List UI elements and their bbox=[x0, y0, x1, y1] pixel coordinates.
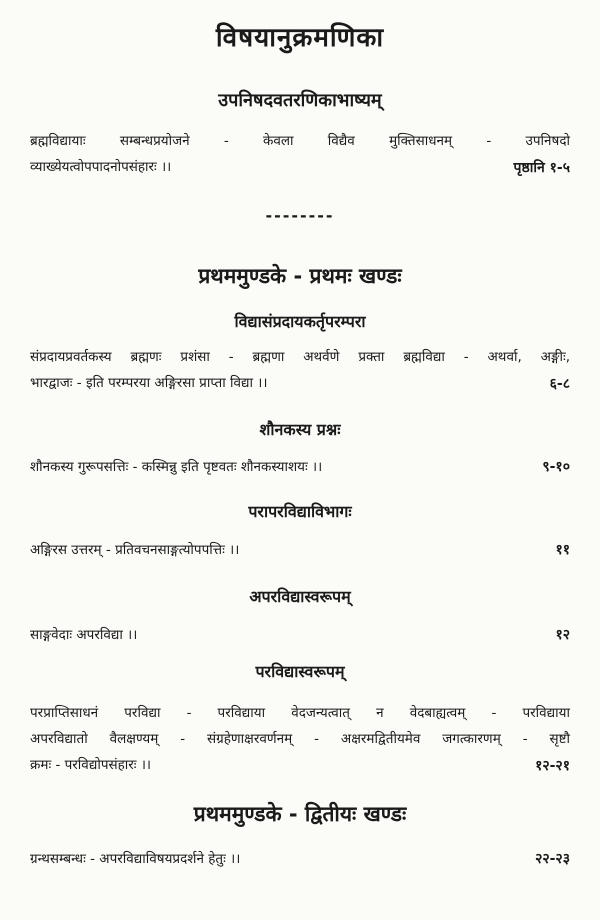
entry-text-line: संप्रदायप्रवर्तकस्य ब्रह्मणः प्रशंसा - ब्रह्मणा अथर्वणे प्रक्ता ब्रह्मविद्या - अथर्वा, अङ्गीः, bbox=[30, 349, 570, 365]
entry-text-line: अङ्गिरस उत्तरम् - प्रतिवचनसाङ्गत्योपपत्तिः ।। bbox=[30, 542, 240, 558]
toc-entry bbox=[30, 344, 570, 396]
entry-text-line: ब्रह्मविद्यायाः सम्बन्धप्रयोजने - केवला विद्यैव मुक्तिसाधनम् - उपनिषदो bbox=[30, 133, 570, 149]
page-range: ६-८ bbox=[549, 376, 570, 392]
entry-text-line: ग्रन्थसम्बन्धः - अपरविद्याविषयप्रदर्शने हेतुः ।। bbox=[30, 851, 241, 867]
page-range: १२-२१ bbox=[535, 758, 570, 774]
toc-entry bbox=[30, 700, 570, 778]
entry-text-line: साङ्गवेदाः अपरविद्या ।। bbox=[30, 627, 138, 643]
subsection-heading: अपरविद्यास्वरूपम् bbox=[249, 587, 351, 606]
toc-entry bbox=[30, 622, 570, 648]
toc-entry bbox=[30, 846, 570, 872]
entry-text-line: भारद्वाजः - इति परम्परया अङ्गिरसा प्राप्ता विद्या ।। bbox=[30, 375, 268, 391]
part-heading-1: प्रथममुण्डके - प्रथमः खण्डः bbox=[198, 264, 402, 288]
page-range: ९-१० bbox=[542, 459, 570, 475]
entry-text-line: अपरविद्यातो वैलक्षण्यम् - संग्रहेणाक्षरवर्णनम् - अक्षरमद्वितीयमेव जगत्कारणम् - सृष्टौ bbox=[30, 731, 570, 747]
subsection-heading: शौनकस्य प्रश्नः bbox=[259, 420, 341, 439]
subsection-heading: परविद्यास्वरूपम् bbox=[255, 662, 345, 681]
section-separator: -------- bbox=[265, 206, 335, 225]
subsection-heading: विद्यासंप्रदायकर्तृपरम्परा bbox=[234, 312, 366, 331]
page-range: पृष्ठानि १-५ bbox=[513, 160, 570, 176]
subsection-heading: परापरविद्याविभागः bbox=[248, 502, 352, 521]
toc-entry bbox=[30, 454, 570, 480]
entry-text-line: परप्राप्तिसाधनं परविद्या - परविद्याया वेदजन्यत्वात् न वेदबाह्यत्वम् - परविद्याया bbox=[30, 705, 570, 721]
section-heading-upanishad: उपनिषदवतरणिकाभाष्यम् bbox=[218, 90, 382, 111]
toc-entry-upanishad bbox=[30, 128, 570, 180]
toc-entry bbox=[30, 537, 570, 563]
page-range: १२ bbox=[555, 627, 570, 643]
page-range: ११ bbox=[555, 542, 570, 558]
entry-text-line: क्रमः - परविद्योपसंहारः ।। bbox=[30, 757, 152, 773]
part-heading-2: प्रथममुण्डके - द्वितीयः खण्डः bbox=[193, 802, 407, 826]
entry-text-line: व्याख्येयत्वोपपादनोपसंहारः ।। bbox=[30, 159, 172, 175]
page-title: विषयानुक्रमणिका bbox=[215, 23, 385, 53]
page-range: २२-२३ bbox=[535, 851, 570, 867]
entry-text-line: शौनकस्य गुरूपसत्तिः - कस्मिन्नु इति पृष्टवतः शौनकस्याशयः ।। bbox=[30, 459, 323, 475]
